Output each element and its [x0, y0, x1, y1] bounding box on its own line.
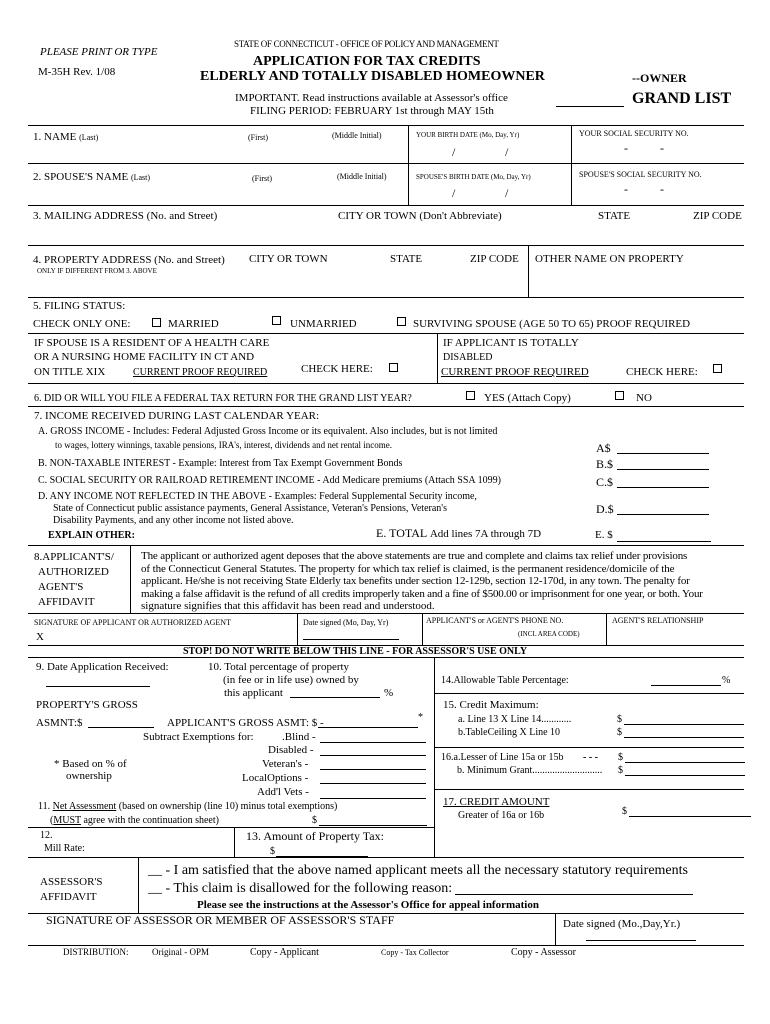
area-code-label: (INCL AREA CODE) [518, 630, 580, 638]
grand-list-year-field[interactable] [556, 106, 624, 107]
surviving-spouse-checkbox[interactable] [397, 317, 406, 326]
income-e-amount-label: E. $ [595, 529, 613, 541]
income-a-field[interactable] [617, 453, 709, 454]
federal-no-checkbox[interactable] [615, 391, 624, 400]
explain-other-label: EXPLAIN OTHER: [48, 530, 135, 541]
credit-max-a-dollar: $ [617, 714, 622, 725]
percentage-field[interactable] [290, 697, 380, 698]
applicant-gross-field[interactable] [318, 727, 418, 728]
addl-vets-field[interactable] [320, 798, 426, 799]
disabled-proof: CURRENT PROOF REQUIRED [441, 366, 589, 378]
percentage-sign: % [384, 687, 394, 699]
lesser-dashes: - - - [583, 752, 598, 763]
health-care-line3: ON TITLE XIX [34, 366, 106, 378]
income-a-line2: to wages, lottery winnings, taxable pensions, IRA's, interest, dividends and net rental income. [55, 440, 393, 450]
mill-rate-label: Mill Rate: [44, 843, 85, 854]
date-received-label: 9. Date Application Received: [36, 661, 169, 673]
surviving-spouse-label: SURVIVING SPOUSE (AGE 50 TO 65) PROOF REQUIRED [413, 318, 691, 330]
federal-return-question: 6. DID OR WILL YOU FILE A FEDERAL TAX RETURN FOR THE GRAND LIST YEAR? [34, 393, 412, 404]
mailing-address-label: 3. MAILING ADDRESS (No. and Street) [33, 210, 218, 222]
income-c-amount-label: C.$ [596, 475, 614, 489]
assessor-date-field[interactable] [586, 940, 696, 941]
health-care-proof: CURRENT PROOF REQUIRED [133, 367, 268, 378]
disabled-checkbox[interactable] [713, 364, 722, 373]
veterans-label: Veteran's - [262, 758, 309, 770]
allowable-percentage-sign: % [722, 675, 731, 686]
spouse-birth-label: SPOUSE'S BIRTH DATE (Mo, Day, Yr) [416, 173, 531, 181]
filing-period: FILING PERIOD: FEBRUARY 1st through MAY 15th [250, 105, 494, 117]
distribution-original: Original - OPM [152, 947, 209, 957]
blind-label: .Blind - [282, 731, 316, 743]
phone-label: APPLICANT'S or AGENT'S PHONE NO. [426, 616, 564, 625]
affidavit-label-4: AFFIDAVIT [38, 596, 95, 608]
health-care-check-label: CHECK HERE: [301, 363, 373, 375]
property-gross-label: PROPERTY'S GROSS [36, 699, 138, 711]
grand-list-label: GRAND LIST [632, 90, 732, 107]
spouse-birth-slash-1: / [452, 186, 456, 200]
applicant-gross-asterisk: * [418, 712, 423, 723]
income-e-field[interactable] [617, 541, 711, 542]
credit-max-a-field[interactable] [624, 724, 744, 725]
income-d-field[interactable] [617, 514, 709, 515]
income-a-amount-label: A$ [596, 441, 611, 455]
name-label: 1. NAME (Last) [33, 131, 99, 143]
income-total-label: E. TOTAL Add lines 7A through 7D [376, 526, 542, 540]
birth-date-slash-1: / [452, 145, 456, 159]
property-tax-dollar: $ [270, 846, 275, 857]
distribution-applicant: Copy - Applicant [250, 947, 319, 958]
birth-date-label: YOUR BIRTH DATE (Mo, Day, Yr) [416, 131, 520, 139]
ssn-dash-2: - [660, 141, 664, 155]
property-tax-label: 13. Amount of Property Tax: [246, 829, 384, 843]
health-care-line2: OR A NURSING HOME FACILITY IN CT AND [34, 351, 255, 363]
health-care-line1: IF SPOUSE IS A RESIDENT OF A HEALTH CARE [34, 337, 270, 349]
property-state-label: STATE [390, 253, 423, 265]
based-on-pct-label: * Based on % of [54, 758, 127, 770]
applicant-date-field[interactable] [303, 639, 399, 640]
mill-rate-number: 12. [40, 830, 53, 841]
lesser-field[interactable] [625, 762, 745, 763]
local-options-label: LocalOptions - [242, 772, 309, 784]
health-care-checkbox[interactable] [389, 363, 398, 372]
disallowed-reason-field[interactable] [455, 894, 693, 895]
distribution-assessor: Copy - Assessor [511, 947, 577, 958]
credit-amount-dollar: $ [622, 806, 627, 817]
signature-x-mark: X [36, 631, 44, 643]
spouse-ssn-dash-2: - [660, 182, 664, 196]
print-note: PLEASE PRINT OR TYPE [40, 46, 158, 58]
subtract-exemptions-label: Subtract Exemptions for: [143, 731, 254, 743]
mailing-city-label: CITY OR TOWN (Don't Abbreviate) [338, 210, 502, 222]
federal-yes-label: YES (Attach Copy) [484, 392, 571, 404]
income-b-text: B. NON-TAXABLE INTEREST - Example: Interest from Tax Exempt Government Bonds [38, 458, 403, 469]
unmarried-checkbox[interactable] [272, 316, 281, 325]
credit-amount-label: 17. CREDIT AMOUNT [443, 796, 550, 808]
form-revision: M-35H Rev. 1/08 [38, 66, 116, 78]
appeal-note: Please see the instructions at the Assessor's Office for appeal information [197, 899, 539, 911]
mailing-zip-label: ZIP CODE [693, 210, 742, 222]
net-assessment-label: 11. Net Assessment (based on ownership (line 10) minus total exemptions) [38, 801, 338, 812]
minimum-grant-label: b. Minimum Grant............................ [457, 765, 603, 776]
income-d-line2: State of Connecticut public assistance payments, General Assistance, Veteran's Pensions, Veteran's [53, 503, 447, 514]
assessor-affidavit-label-1: ASSESSOR'S [40, 876, 103, 888]
income-c-field[interactable] [617, 487, 709, 488]
income-d-line3: Disability Payments, and any other income not listed above. [53, 515, 294, 526]
credit-max-b-dollar: $ [617, 727, 622, 738]
affidavit-text-1: The applicant or authorized agent deposes that the above statements are true and complete and claims tax relief under provisions [141, 550, 688, 562]
affidavit-text-4: making a false affidavit is the refund of all credits improperly taken and a fine of $500.00 or imprisonment for one year, or both. Your [141, 588, 703, 600]
distribution-collector: Copy - Tax Collector [381, 948, 449, 957]
affidavit-text-5: signature signifies that this affidavit has been read and understood. [141, 600, 435, 612]
spouse-name-label: 2. SPOUSE'S NAME (Last) [33, 171, 151, 183]
applicant-date-label: Date signed (Mo, Day, Yr) [303, 618, 389, 627]
form-subtitle: ELDERLY AND TOTALLY DISABLED HOMEOWNER [200, 69, 545, 84]
first-name-label: (First) [248, 133, 268, 142]
affidavit-text-3: applicant. He/she is not receiving State Elderly tax benefits under section 12-129b, section 12-170d, in any town. The penalty for [141, 575, 690, 587]
percentage-label-2: (in fee or in life use) owned by [223, 674, 359, 686]
affidavit-label-1: 8.APPLICANT'S/ [34, 551, 114, 563]
distribution-label: DISTRIBUTION: [63, 947, 129, 957]
middle-initial-label: (Middle Initial) [332, 131, 382, 140]
lesser-dollar: $ [618, 752, 623, 763]
credit-amount-field[interactable] [629, 816, 751, 817]
check-one-label: CHECK ONLY ONE: [33, 318, 131, 330]
spouse-ssn-dash-1: - [624, 182, 628, 196]
must-agree-note: (MUST agree with the continuation sheet) [50, 815, 219, 826]
applicant-signature-label: SIGNATURE OF APPLICANT OR AUTHORIZED AGENT [34, 618, 231, 627]
gross-asmnt-label: ASMNT:$ [36, 717, 83, 729]
credit-max-a-label: a. Line 13 X Line 14............ [458, 714, 572, 725]
disabled-line2: DISABLED [443, 352, 493, 363]
ssn-label: YOUR SOCIAL SECURITY NO. [579, 129, 689, 138]
disabled-exemption-label: Disabled - [268, 744, 314, 756]
affidavit-label-3: AGENT'S [38, 581, 84, 593]
net-assessment-field[interactable] [319, 825, 427, 826]
gross-asmnt-field[interactable] [88, 727, 154, 728]
ownership-label: ownership [66, 770, 112, 782]
mailing-state-label: STATE [598, 210, 631, 222]
important-note: IMPORTANT. Read instructions available at Assessor's office [235, 92, 508, 104]
percentage-label-3: this applicant [224, 687, 283, 699]
birth-date-slash-2: / [505, 145, 509, 159]
income-label: 7. INCOME RECEIVED DURING LAST CALENDAR YEAR: [34, 410, 320, 422]
applicant-gross-label: APPLICANT'S GROSS ASMT: $ - [167, 717, 324, 729]
disallowed-statement: __ - This claim is disallowed for the following reason: [148, 881, 453, 896]
assessor-stop-banner: STOP! DO NOT WRITE BELOW THIS LINE - FOR ASSESSOR'S USE ONLY [183, 646, 528, 657]
assessor-affidavit-label-2: AFFIDAVIT [40, 891, 97, 903]
unmarried-label: UNMARRIED [290, 318, 357, 330]
married-label: MARRIED [168, 318, 219, 330]
owner-label: --OWNER [632, 71, 687, 85]
form-title: APPLICATION FOR TAX CREDITS [253, 54, 481, 69]
affidavit-label-2: AUTHORIZED [38, 566, 109, 578]
credit-max-b-field[interactable] [624, 737, 744, 738]
income-b-field[interactable] [617, 469, 709, 470]
spouse-ssn-label: SPOUSE'S SOCIAL SECURITY NO. [579, 170, 702, 179]
allowable-percentage-label: 14.Allowable Table Percentage: [441, 675, 569, 686]
assessor-signature-label: SIGNATURE OF ASSESSOR OR MEMBER OF ASSESSOR'S STAFF [46, 913, 395, 927]
date-received-field[interactable] [46, 686, 150, 687]
satisfied-statement: __ - I am satisfied that the above named applicant meets all the necessary statutory requirements [148, 863, 688, 878]
disabled-line1: IF APPLICANT IS TOTALLY [443, 337, 579, 349]
minimum-grant-field[interactable] [625, 775, 745, 776]
assessor-date-label: Date signed (Mo.,Day,Yr.) [563, 918, 681, 930]
other-name-label: OTHER NAME ON PROPERTY [535, 253, 684, 265]
federal-no-label: NO [636, 392, 652, 404]
credit-maximum-label: 15. Credit Maximum: [443, 699, 539, 711]
property-address-label: 4. PROPERTY ADDRESS (No. and Street) [33, 254, 225, 266]
income-c-text: C. SOCIAL SECURITY OR RAILROAD RETIREMENT INCOME - Add Medicare premiums (Attach SSA 1099) [38, 475, 501, 486]
income-d-amount-label: D.$ [596, 502, 614, 516]
income-a-line1: A. GROSS INCOME - Includes: Federal Adjusted Gross Income or its equivalent. Also includes, but is not limited [38, 426, 498, 437]
property-zip-label: ZIP CODE [470, 253, 519, 265]
disabled-exemption-field[interactable] [320, 755, 426, 756]
veterans-field[interactable] [320, 769, 426, 770]
greater-label: Greater of 16a or 16b [458, 810, 545, 821]
net-assessment-dollar: $ [312, 815, 317, 826]
credit-max-b-label: b.TableCeiling X Line 10 [458, 727, 561, 738]
relationship-label: AGENT'S RELATIONSHIP [612, 616, 704, 625]
lesser-label: 16.a.Lesser of Line 15a or 15b [441, 752, 564, 763]
ssn-dash-1: - [624, 141, 628, 155]
income-b-amount-label: B.$ [596, 457, 614, 471]
disabled-check-label: CHECK HERE: [626, 366, 698, 378]
married-checkbox[interactable] [152, 318, 161, 327]
income-d-line1: D. ANY INCOME NOT REFLECTED IN THE ABOVE - Examples: Federal Supplemental Security income, [38, 491, 477, 502]
property-address-note: ONLY IF DIFFERENT FROM 3. ABOVE [37, 267, 157, 275]
spouse-first-label: (First) [252, 174, 272, 183]
spouse-middle-label: (Middle Initial) [337, 172, 387, 181]
allowable-percentage-field[interactable] [651, 685, 721, 686]
percentage-label-1: 10. Total percentage of property [208, 661, 350, 673]
filing-status-label: 5. FILING STATUS: [33, 300, 126, 312]
federal-yes-checkbox[interactable] [466, 391, 475, 400]
spouse-birth-slash-2: / [505, 186, 509, 200]
addl-vets-label: Add'l Vets - [257, 786, 309, 798]
affidavit-text-2: of the Connecticut General Statutes. The property for which tax relief is claimed, is the permanent residence/domicile of the [141, 563, 675, 575]
local-options-field[interactable] [320, 783, 426, 784]
property-city-label: CITY OR TOWN [249, 253, 328, 265]
agency-name: STATE OF CONNECTICUT - OFFICE OF POLICY AND MANAGEMENT [234, 39, 499, 49]
minimum-grant-dollar: $ [618, 765, 623, 776]
blind-field[interactable] [320, 742, 426, 743]
